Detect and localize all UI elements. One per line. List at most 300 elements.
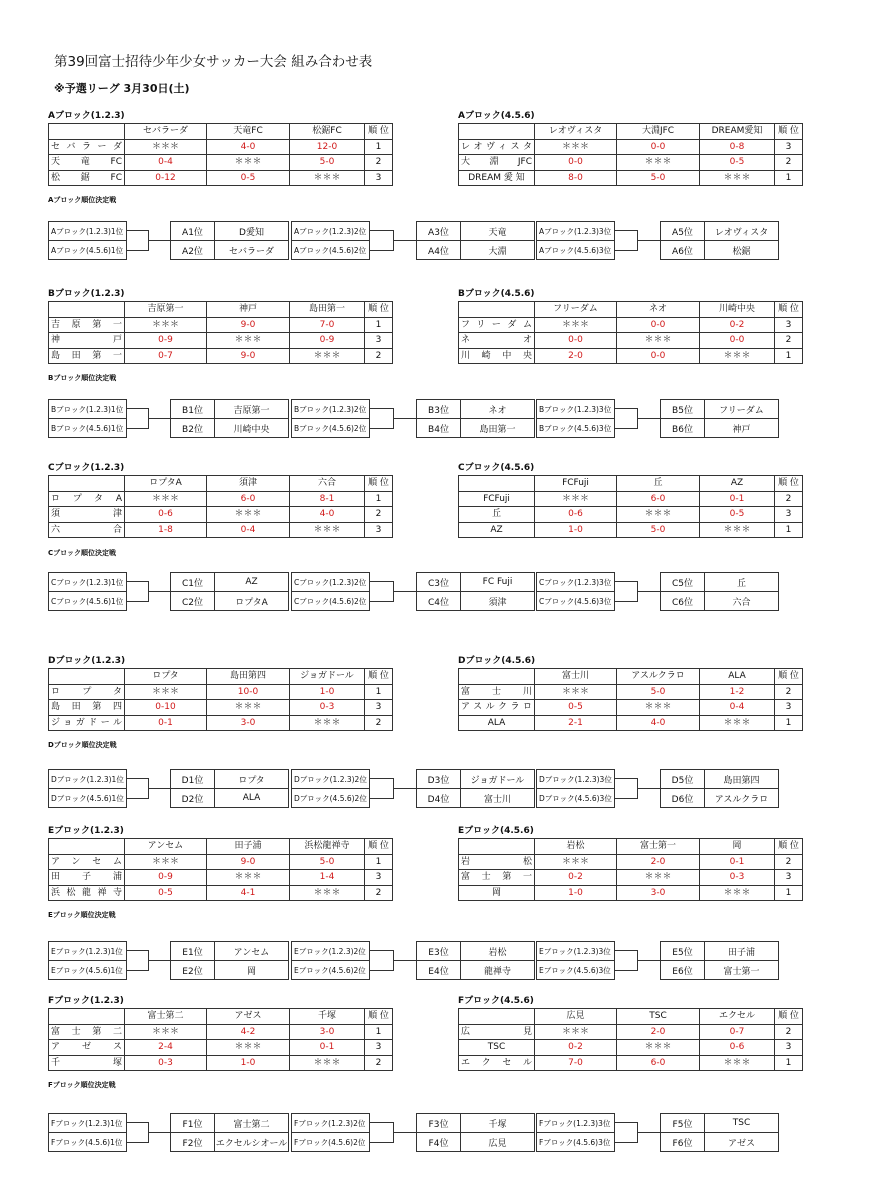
league-table-title: Bブロック(1.2.3) (48, 289, 125, 299)
row-team-name: 松 鋸 FC (49, 170, 125, 186)
score-cell: ＊＊＊ (617, 333, 700, 349)
seed-slot: Aブロック(1.2.3)3位 (536, 221, 615, 241)
placement-label: C2位 (170, 591, 215, 611)
section-title: Fブロック順位決定戦 (48, 1081, 116, 1089)
score-cell: 4-0 (290, 507, 365, 523)
seed-slot: Aブロック(1.2.3)2位 (291, 221, 370, 241)
bracket-line (369, 601, 393, 602)
team-slot: AZ (214, 572, 289, 592)
bracket-line (148, 240, 170, 241)
corner-cell (49, 124, 125, 140)
placement-label: D1位 (170, 769, 215, 789)
score-cell: ＊＊＊ (125, 684, 207, 700)
score-cell: 8-0 (535, 170, 617, 186)
team-header: 吉原第一 (125, 302, 207, 318)
corner-cell (459, 839, 535, 855)
rank-cell: 2 (365, 885, 393, 901)
table-row (49, 715, 393, 731)
team-slot: 田子浦 (704, 941, 779, 961)
rank-cell: 2 (775, 333, 803, 349)
score-cell: ＊＊＊ (700, 522, 775, 538)
rank-header: 順 位 (365, 302, 393, 318)
rank-cell: 1 (365, 684, 393, 700)
placement-label: E3位 (416, 941, 461, 961)
placement-bracket (0, 769, 888, 809)
score-cell: 0-9 (290, 333, 365, 349)
placement-label: F3位 (416, 1113, 461, 1133)
placement-label: B4位 (416, 418, 461, 438)
bracket-line (126, 798, 148, 799)
placement-label: F1位 (170, 1113, 215, 1133)
league-table-right (458, 995, 802, 1071)
seed-slot: Aブロック(1.2.3)1位 (48, 221, 127, 241)
score-cell: ＊＊＊ (535, 854, 617, 870)
team-header: エクセル (700, 1009, 775, 1025)
row-team-name: レオヴィスタ (459, 139, 535, 155)
team-header: 千塚 (290, 1009, 365, 1025)
table-row (459, 491, 803, 507)
seed-slot: Eブロック(4.5.6)3位 (536, 960, 615, 980)
placement-bracket (0, 221, 888, 261)
rank-cell: 3 (365, 170, 393, 186)
rank-cell: 2 (775, 491, 803, 507)
league-table-title: Fブロック(4.5.6) (458, 996, 534, 1006)
score-cell: 0-5 (125, 885, 207, 901)
table-row (459, 139, 803, 155)
team-slot: ALA (214, 788, 289, 808)
rank-cell: 3 (775, 700, 803, 716)
table-row (49, 155, 393, 171)
score-cell: 0-1 (125, 715, 207, 731)
league-grid (458, 838, 803, 901)
score-cell: 5-0 (617, 170, 700, 186)
league-table-right (458, 288, 802, 364)
score-cell: 0-5 (207, 170, 290, 186)
score-cell: 9-0 (207, 317, 290, 333)
rank-cell: 1 (365, 1024, 393, 1040)
score-cell: 0-10 (125, 700, 207, 716)
placement-label: A2位 (170, 240, 215, 260)
score-cell: ＊＊＊ (617, 700, 700, 716)
team-slot: 大淵 (460, 240, 535, 260)
score-cell: 3-0 (617, 885, 700, 901)
table-row (459, 870, 803, 886)
score-cell: ＊＊＊ (700, 885, 775, 901)
league-grid (48, 668, 393, 731)
score-cell: ＊＊＊ (617, 870, 700, 886)
placement-label: C1位 (170, 572, 215, 592)
team-header: ロプタ (125, 669, 207, 685)
seed-slot: Dブロック(4.5.6)1位 (48, 788, 127, 808)
table-row (459, 348, 803, 364)
row-team-name: 丘 (459, 507, 535, 523)
table-row (49, 170, 393, 186)
team-header: 神戸 (207, 302, 290, 318)
table-row (459, 522, 803, 538)
score-cell: ＊＊＊ (617, 507, 700, 523)
row-team-name: 富士川 (459, 684, 535, 700)
rank-cell: 2 (775, 684, 803, 700)
bracket-line (614, 428, 637, 429)
bracket-line (637, 240, 660, 241)
team-slot: 神戸 (704, 418, 779, 438)
rank-header: 順 位 (365, 124, 393, 140)
placement-bracket (0, 1113, 888, 1153)
placement-label: E6位 (660, 960, 705, 980)
league-grid (48, 301, 393, 364)
score-cell: ＊＊＊ (207, 507, 290, 523)
rank-header: 順 位 (365, 669, 393, 685)
team-header: 松鋸FC (290, 124, 365, 140)
rank-cell: 1 (365, 854, 393, 870)
score-cell: ＊＊＊ (700, 1055, 775, 1071)
row-team-name: アンセム (49, 854, 125, 870)
score-cell: 2-0 (535, 348, 617, 364)
team-header: 川崎中央 (700, 302, 775, 318)
rank-header: 順 位 (365, 839, 393, 855)
team-header: ALA (700, 669, 775, 685)
bracket-line (148, 1132, 170, 1133)
seed-slot: Fブロック(4.5.6)2位 (291, 1132, 370, 1152)
bracket-line (614, 408, 637, 409)
league-table-right (458, 825, 802, 901)
section-title: Bブロック順位決定戦 (48, 374, 117, 382)
score-cell: 4-1 (207, 885, 290, 901)
team-slot: エクセルシオール (214, 1132, 289, 1152)
placement-label: F2位 (170, 1132, 215, 1152)
seed-slot: Bブロック(1.2.3)3位 (536, 399, 615, 419)
row-team-name: 天 竜 FC (49, 155, 125, 171)
bracket-line (614, 601, 637, 602)
seed-slot: Dブロック(4.5.6)2位 (291, 788, 370, 808)
team-slot: セバラーダ (214, 240, 289, 260)
score-cell: ＊＊＊ (207, 700, 290, 716)
bracket-line (637, 788, 660, 789)
seed-slot: Cブロック(1.2.3)2位 (291, 572, 370, 592)
team-slot: 岩松 (460, 941, 535, 961)
table-row (49, 854, 393, 870)
score-cell: 0-0 (617, 348, 700, 364)
team-slot: 富士第二 (214, 1113, 289, 1133)
rank-cell: 2 (365, 715, 393, 731)
seed-slot: Bブロック(4.5.6)2位 (291, 418, 370, 438)
rank-cell: 3 (365, 700, 393, 716)
league-table-left (48, 825, 392, 901)
rank-cell: 3 (775, 1040, 803, 1056)
score-cell: 0-6 (700, 1040, 775, 1056)
placement-label: F4位 (416, 1132, 461, 1152)
league-table-title: Fブロック(1.2.3) (48, 996, 124, 1006)
league-grid (458, 123, 803, 186)
seed-slot: Bブロック(1.2.3)2位 (291, 399, 370, 419)
score-cell: 9-0 (207, 854, 290, 870)
bracket-line (614, 581, 637, 582)
seed-slot: Bブロック(1.2.3)1位 (48, 399, 127, 419)
bracket-line (614, 250, 637, 251)
score-cell: 1-0 (207, 1055, 290, 1071)
rank-cell: 2 (775, 155, 803, 171)
placement-label: C4位 (416, 591, 461, 611)
placement-label: A3位 (416, 221, 461, 241)
score-cell: 0-9 (125, 870, 207, 886)
score-cell: 0-5 (700, 507, 775, 523)
score-cell: 0-2 (535, 1040, 617, 1056)
seed-slot: Bブロック(4.5.6)1位 (48, 418, 127, 438)
team-slot: 島田第四 (704, 769, 779, 789)
league-table-right (458, 462, 802, 538)
score-cell: ＊＊＊ (290, 348, 365, 364)
score-cell: ＊＊＊ (535, 139, 617, 155)
placement-label: B5位 (660, 399, 705, 419)
table-row (459, 1055, 803, 1071)
bracket-line (126, 970, 148, 971)
seed-slot: Cブロック(4.5.6)2位 (291, 591, 370, 611)
placement-label: C6位 (660, 591, 705, 611)
table-row (459, 885, 803, 901)
row-team-name: ジョガドール (49, 715, 125, 731)
row-team-name: 島田第四 (49, 700, 125, 716)
row-team-name: 岡 (459, 885, 535, 901)
score-cell: ＊＊＊ (207, 1040, 290, 1056)
placement-label: A5位 (660, 221, 705, 241)
page-title: 第39回富士招待少年少女サッカー大会 組み合わせ表 (54, 54, 373, 70)
table-row (49, 1055, 393, 1071)
team-slot: 川崎中央 (214, 418, 289, 438)
score-cell: 1-2 (700, 684, 775, 700)
team-slot: 岡 (214, 960, 289, 980)
bracket-line (614, 230, 637, 231)
bracket-line (614, 798, 637, 799)
score-cell: ＊＊＊ (617, 155, 700, 171)
corner-cell (459, 1009, 535, 1025)
row-team-name: 岩 松 (459, 854, 535, 870)
table-row (49, 317, 393, 333)
bracket-line (369, 428, 393, 429)
corner-cell (49, 476, 125, 492)
placement-label: A6位 (660, 240, 705, 260)
placement-label: F5位 (660, 1113, 705, 1133)
page-subtitle: ※予選リーグ 3月30日(土) (54, 82, 190, 95)
rank-cell: 2 (365, 507, 393, 523)
league-table-right (458, 655, 802, 731)
score-cell: 5-0 (290, 155, 365, 171)
team-header: 大淵JFC (617, 124, 700, 140)
score-cell: 6-0 (617, 491, 700, 507)
row-team-name: アゼス (49, 1040, 125, 1056)
table-row (459, 1040, 803, 1056)
score-cell: ＊＊＊ (207, 333, 290, 349)
bracket-line (126, 1142, 148, 1143)
bracket-line (126, 250, 148, 251)
table-row (49, 700, 393, 716)
table-row (459, 155, 803, 171)
team-slot: 島田第一 (460, 418, 535, 438)
team-slot: アゼス (704, 1132, 779, 1152)
bracket-line (614, 1142, 637, 1143)
bracket-line (393, 418, 417, 419)
team-header: アスルクラロ (617, 669, 700, 685)
team-slot: 松鋸 (704, 240, 779, 260)
placement-label: C5位 (660, 572, 705, 592)
bracket-line (369, 950, 393, 951)
score-cell: ＊＊＊ (700, 170, 775, 186)
score-cell: 0-7 (125, 348, 207, 364)
bracket-line (369, 970, 393, 971)
score-cell: 2-1 (535, 715, 617, 731)
bracket-line (614, 950, 637, 951)
score-cell: ＊＊＊ (125, 491, 207, 507)
placement-label: D2位 (170, 788, 215, 808)
team-header: ロプタA (125, 476, 207, 492)
bracket-line (393, 960, 417, 961)
score-cell: 7-0 (535, 1055, 617, 1071)
seed-slot: Cブロック(1.2.3)1位 (48, 572, 127, 592)
score-cell: 2-4 (125, 1040, 207, 1056)
placement-label: C3位 (416, 572, 461, 592)
score-cell: 5-0 (617, 522, 700, 538)
league-table-left (48, 288, 392, 364)
placement-label: D5位 (660, 769, 705, 789)
league-table-title: Aブロック(1.2.3) (48, 111, 125, 121)
row-team-name: 広 見 (459, 1024, 535, 1040)
league-table-title: Bブロック(4.5.6) (458, 289, 535, 299)
score-cell: 0-2 (535, 870, 617, 886)
score-cell: 8-1 (290, 491, 365, 507)
score-cell: 0-6 (535, 507, 617, 523)
rank-cell: 3 (365, 870, 393, 886)
score-cell: ＊＊＊ (700, 348, 775, 364)
corner-cell (459, 669, 535, 685)
score-cell: 0-3 (125, 1055, 207, 1071)
score-cell: 1-0 (535, 885, 617, 901)
team-slot: フリーダム (704, 399, 779, 419)
row-team-name: 神 戸 (49, 333, 125, 349)
bracket-line (393, 1132, 417, 1133)
rank-cell: 2 (365, 348, 393, 364)
score-cell: ＊＊＊ (125, 317, 207, 333)
seed-slot: Fブロック(1.2.3)2位 (291, 1113, 370, 1133)
team-slot: ネオ (460, 399, 535, 419)
league-grid (48, 1008, 393, 1071)
row-team-name: 川崎中央 (459, 348, 535, 364)
league-table-title: Aブロック(4.5.6) (458, 111, 535, 121)
table-row (49, 507, 393, 523)
team-slot: 天竜 (460, 221, 535, 241)
bracket-line (126, 1122, 148, 1123)
rank-cell: 3 (365, 1040, 393, 1056)
placement-bracket (0, 572, 888, 612)
score-cell: ＊＊＊ (290, 715, 365, 731)
league-table-title: Cブロック(1.2.3) (48, 463, 125, 473)
team-header: DREAM愛知 (700, 124, 775, 140)
league-grid (48, 838, 393, 901)
rank-cell: 2 (775, 1024, 803, 1040)
score-cell: 0-0 (700, 333, 775, 349)
team-slot: D愛知 (214, 221, 289, 241)
bracket-line (369, 250, 393, 251)
placement-label: E4位 (416, 960, 461, 980)
score-cell: 0-6 (125, 507, 207, 523)
bracket-line (369, 230, 393, 231)
corner-cell (459, 124, 535, 140)
score-cell: ＊＊＊ (700, 715, 775, 731)
team-header: FCFuji (535, 476, 617, 492)
row-team-name: 富士第二 (49, 1024, 125, 1040)
row-team-name: 浜松龍禅寺 (49, 885, 125, 901)
team-slot: レオヴィスタ (704, 221, 779, 241)
corner-cell (49, 839, 125, 855)
rank-cell: 1 (365, 317, 393, 333)
bracket-line (369, 1122, 393, 1123)
team-slot: 丘 (704, 572, 779, 592)
score-cell: 6-0 (617, 1055, 700, 1071)
bracket-line (393, 240, 417, 241)
row-team-name: 吉原第一 (49, 317, 125, 333)
seed-slot: Dブロック(1.2.3)1位 (48, 769, 127, 789)
table-row (459, 317, 803, 333)
team-slot: ロプタ (214, 769, 289, 789)
row-team-name: TSC (459, 1040, 535, 1056)
score-cell: 0-12 (125, 170, 207, 186)
score-cell: 0-2 (700, 317, 775, 333)
seed-slot: Eブロック(1.2.3)2位 (291, 941, 370, 961)
team-header: セバラーダ (125, 124, 207, 140)
score-cell: 0-9 (125, 333, 207, 349)
placement-label: E2位 (170, 960, 215, 980)
team-slot: 千塚 (460, 1113, 535, 1133)
bracket-line (126, 950, 148, 951)
rank-header: 順 位 (775, 1009, 803, 1025)
team-header: 島田第四 (207, 669, 290, 685)
placement-label: E5位 (660, 941, 705, 961)
placement-label: D6位 (660, 788, 705, 808)
table-row (459, 507, 803, 523)
bracket-line (148, 591, 170, 592)
table-row (459, 700, 803, 716)
league-table-left (48, 655, 392, 731)
placement-label: A1位 (170, 221, 215, 241)
score-cell: 3-0 (207, 715, 290, 731)
score-cell: 1-0 (290, 684, 365, 700)
league-table-title: Eブロック(1.2.3) (48, 826, 124, 836)
bracket-line (148, 418, 170, 419)
score-cell: 0-4 (125, 155, 207, 171)
team-header: 岡 (700, 839, 775, 855)
team-header: 富士第一 (617, 839, 700, 855)
rank-cell: 1 (775, 522, 803, 538)
row-team-name: 富士第一 (459, 870, 535, 886)
score-cell: 1-0 (535, 522, 617, 538)
team-header: 浜松龍禅寺 (290, 839, 365, 855)
rank-cell: 3 (775, 139, 803, 155)
seed-slot: Cブロック(1.2.3)3位 (536, 572, 615, 592)
team-slot: 須津 (460, 591, 535, 611)
bracket-line (614, 778, 637, 779)
section-title: Eブロック順位決定戦 (48, 911, 116, 919)
team-header: 六合 (290, 476, 365, 492)
row-team-name: AZ (459, 522, 535, 538)
bracket-line (393, 788, 417, 789)
team-slot: 吉原第一 (214, 399, 289, 419)
seed-slot: Aブロック(4.5.6)1位 (48, 240, 127, 260)
rank-header: 順 位 (775, 302, 803, 318)
bracket-line (614, 1122, 637, 1123)
table-row (49, 348, 393, 364)
section-title: Cブロック順位決定戦 (48, 549, 116, 557)
row-team-name: フリーダム (459, 317, 535, 333)
score-cell: ＊＊＊ (535, 1024, 617, 1040)
seed-slot: Fブロック(1.2.3)1位 (48, 1113, 127, 1133)
